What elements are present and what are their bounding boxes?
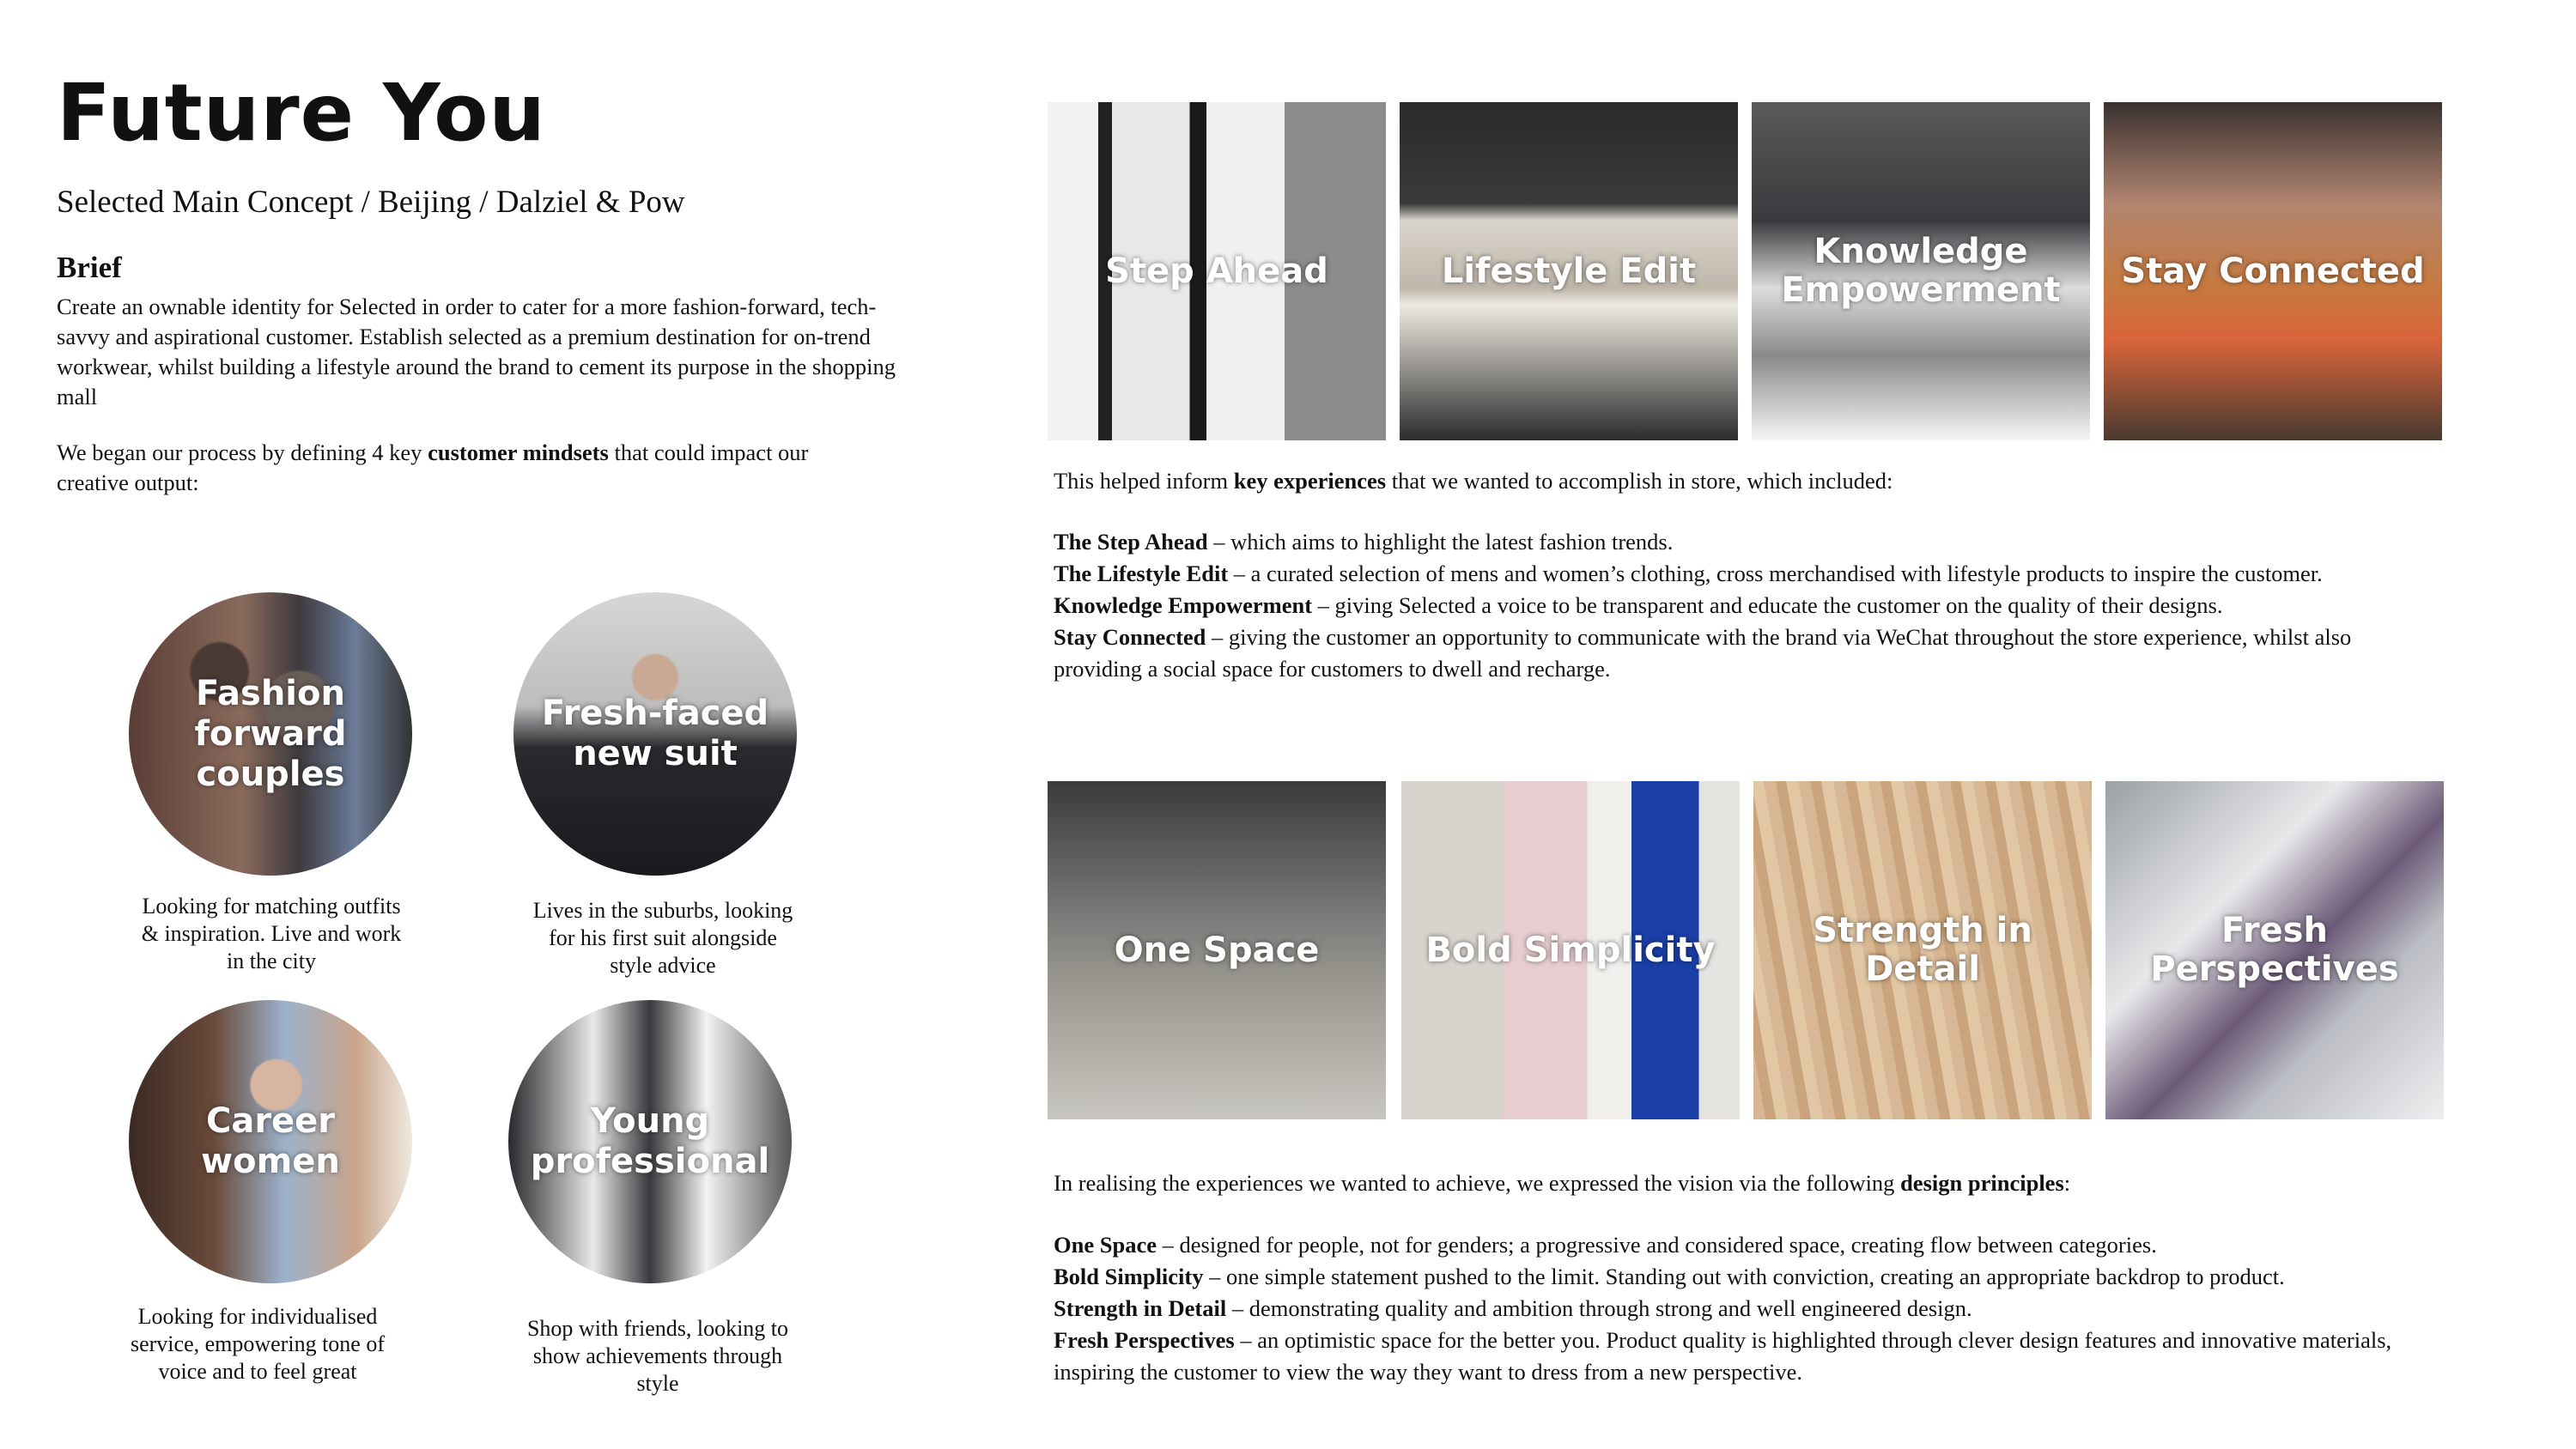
principle-tile-bold-simplicity: [1401, 781, 1740, 1119]
mindset-label: Fashion forward couples: [194, 673, 347, 794]
tile-label: Lifestyle Edit: [1441, 251, 1697, 291]
principle-text: – one simple statement pushed to the limit. Standing out with conviction, creating an appropriate backdrop to product.: [1203, 1264, 2285, 1289]
tile-label: Stay Connected: [2121, 251, 2425, 291]
process-text-end: that could impact our creative output:: [57, 440, 809, 495]
experiences-intro-end: that we wanted to accomplish in store, which included:: [1386, 468, 1893, 494]
principle-name: One Space: [1054, 1232, 1157, 1258]
mindset-image-career-women: [129, 1000, 412, 1283]
principle-item: [1054, 1229, 2445, 1261]
experience-tile-step-ahead: [1048, 102, 1386, 440]
tile-label: Knowledge Empowerment: [1781, 232, 2061, 310]
experiences-intro-bold: key experiences: [1233, 468, 1387, 494]
experience-name: Stay Connected: [1054, 624, 1206, 650]
principle-text: – an optimistic space for the better you. Product quality is highlighted through clever design features and innovative materials, inspiring the customer to view the way they want to dress from a new perspective.: [1054, 1327, 2392, 1385]
principle-tile-strength-in-detail: [1753, 781, 2092, 1119]
tile-label: One Space: [1114, 930, 1320, 970]
principle-name: Strength in Detail: [1054, 1295, 1227, 1321]
experience-name: The Lifestyle Edit: [1054, 561, 1229, 586]
tile-label: Bold Simplicity: [1425, 930, 1716, 970]
principles-intro-end: :: [2063, 1170, 2071, 1196]
tile-label: Fresh Perspectives: [2150, 911, 2399, 989]
process-text: [57, 438, 829, 498]
mindset-description: Looking for individualised service, empowering tone of voice and to feel great: [130, 1304, 385, 1384]
experience-tile-stay-connected: [2104, 102, 2442, 440]
principles-list: [1054, 1229, 2445, 1388]
process-text-start: We began our process by defining 4 key: [57, 440, 428, 465]
mindset-label: Career women: [201, 1101, 340, 1181]
experience-item: [1054, 558, 2445, 590]
mindset-image-fashion-forward-couples: [129, 592, 412, 876]
mindset-image-fresh-faced-new-suit: [513, 592, 797, 876]
principle-name: Bold Simplicity: [1054, 1264, 1204, 1289]
experience-name: The Step Ahead: [1054, 529, 1208, 555]
experience-name: Knowledge Empowerment: [1054, 592, 1313, 618]
principle-tile-one-space: [1048, 781, 1386, 1119]
mindset-image-young-professional: [508, 1000, 792, 1283]
experience-text: – a curated selection of mens and women’s clothing, cross merchandised with lifestyle products to inspire the customer.: [1228, 561, 2323, 586]
experiences-intro: [1054, 465, 2445, 497]
mindset-label: Young professional: [530, 1101, 770, 1181]
mindset-description: Shop with friends, looking to show achievements through style: [526, 1316, 789, 1396]
principles-intro-bold: design principles: [1900, 1170, 2064, 1196]
page-subtitle: Selected Main Concept / Beijing / Dalziel & Pow: [57, 185, 685, 220]
experiences-list: [1054, 526, 2445, 685]
page-title: Future You: [57, 67, 546, 159]
mindset-description: Looking for matching outfits & inspiration. Live and work in the city: [141, 894, 402, 973]
experience-text: – giving the customer an opportunity to communicate with the brand via WeChat throughout the store experience, whilst also providing a social space for customers to dwell and recharge.: [1054, 624, 2352, 682]
experience-item: [1054, 590, 2445, 621]
experience-item: [1054, 621, 2445, 685]
principle-item: [1054, 1325, 2445, 1388]
experiences-intro-start: This helped inform: [1054, 468, 1234, 494]
principle-item: [1054, 1293, 2445, 1325]
experience-item: [1054, 526, 2445, 558]
principles-intro-start: In realising the experiences we wanted to achieve, we expressed the vision via the following: [1054, 1170, 1901, 1196]
experience-text: – which aims to highlight the latest fashion trends.: [1207, 529, 1674, 555]
principle-tile-fresh-perspectives: [2105, 781, 2444, 1119]
brief-text: Create an ownable identity for Selected in order to cater for a more fashion-forward, tech-savvy and aspirational customer. Establish selected as a premium destination for on-trend workwear, whilst building a lifestyle around the brand to cement its purpose in the shopping mall: [57, 294, 896, 409]
tile-label: Step Ahead: [1105, 251, 1328, 291]
principles-intro: [1054, 1167, 2445, 1199]
principle-name: Fresh Perspectives: [1054, 1327, 1235, 1353]
mindset-label: Fresh-faced new suit: [541, 694, 769, 773]
experience-text: – giving Selected a voice to be transparent and educate the customer on the quality of their designs.: [1312, 592, 2223, 618]
tile-label: Strength in Detail: [1813, 911, 2032, 989]
experience-tile-lifestyle-edit: [1400, 102, 1738, 440]
mindset-description: Lives in the suburbs, looking for his first suit alongside style advice: [532, 898, 793, 978]
process-text-bold: customer mindsets: [428, 440, 609, 465]
principle-item: [1054, 1261, 2445, 1293]
principle-text: – designed for people, not for genders; a progressive and considered space, creating flow between categories.: [1157, 1232, 2157, 1258]
principle-text: – demonstrating quality and ambition through strong and well engineered design.: [1226, 1295, 1972, 1321]
experience-tile-knowledge-empowerment: [1752, 102, 2090, 440]
brief-heading: Brief: [57, 251, 122, 284]
